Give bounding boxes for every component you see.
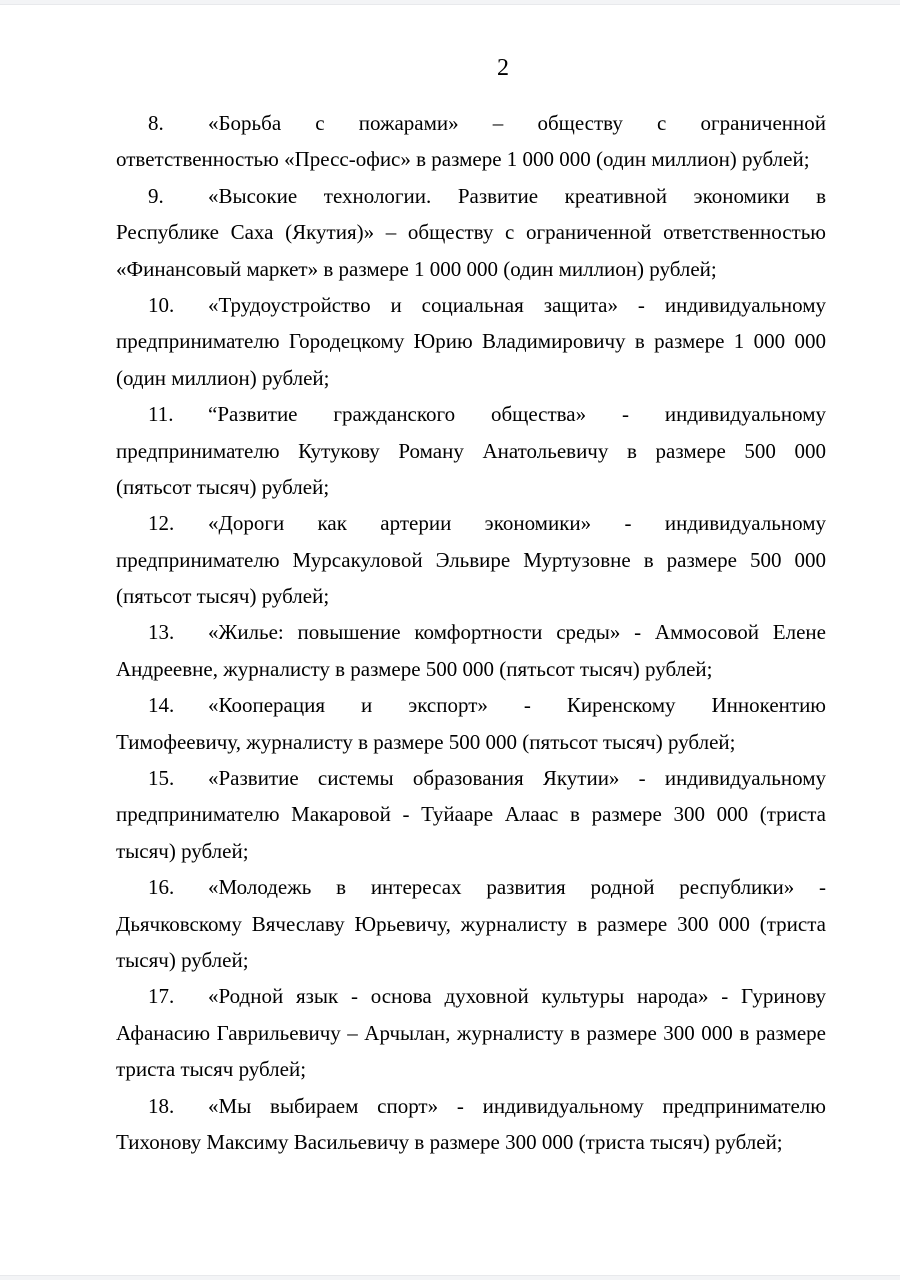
text-line: «Финансовый маркет» в размере 1 000 000 (один миллион) рублей; (116, 256, 717, 281)
list-item-number-text: 16. (148, 875, 175, 900)
list-item-number (116, 178, 208, 214)
list-item-number (116, 869, 208, 905)
text-line: триста тысяч рублей; (116, 1057, 307, 1082)
list-item-number (116, 396, 208, 432)
list-item-first-line-text: «Родной язык - основа духовной культуры народа» - Гуринову (208, 984, 826, 1009)
list-item-number-text: 11. (148, 402, 174, 427)
text-line: (пятьсот тысяч) рублей; (116, 474, 330, 499)
text-line: Афанасию Гаврильевичу – Арчылан, журналисту в размере 300 000 в размере (116, 1020, 826, 1045)
list-item-first-line-text: «Дороги как артерии экономики» - индивидуальному (208, 511, 826, 536)
list-item-number (116, 614, 208, 650)
list-item-first-line-text: «Жилье: повышение комфортности среды» - Аммосовой Елене (208, 620, 826, 645)
list-item-number (116, 105, 208, 141)
text-line (116, 614, 826, 650)
list-item-number-text: 17. (148, 984, 175, 1009)
text-line: предпринимателю Макаровой - Туйааре Алаас в размере 300 000 (триста (116, 802, 826, 827)
list-item-number-text: 15. (148, 766, 175, 791)
text-line: тысяч) рублей; (116, 947, 249, 972)
text-line: предпринимателю Кутукову Роману Анатольевичу в размере 500 000 (116, 438, 826, 463)
list-item-number (116, 505, 208, 541)
list-item-first-line-text: «Высокие технологии. Развитие креативной экономики в (208, 183, 826, 208)
text-line (116, 505, 826, 541)
text-line (116, 105, 826, 141)
text-line: Тихонову Максиму Васильевичу в размере 300 000 (триста тысяч) рублей; (116, 1129, 783, 1154)
list-item-number-text: 10. (148, 292, 175, 317)
text-line: Республике Саха (Якутия)» – обществу с ограниченной ответственностью (116, 220, 826, 245)
text-line: Андреевне, журналисту в размере 500 000 (пятьсот тысяч) рублей; (116, 656, 713, 681)
document-body (116, 105, 826, 1160)
page-number: 2 (497, 55, 509, 81)
text-line: тысяч) рублей; (116, 838, 249, 863)
text-line (116, 287, 826, 323)
list-item-number (116, 687, 208, 723)
text-line: предпринимателю Мурсакуловой Эльвире Муртузовне в размере 500 000 (116, 547, 826, 572)
list-item-number-text: 12. (148, 511, 175, 536)
list-item-number (116, 760, 208, 796)
text-line (116, 178, 826, 214)
list-item-first-line-text: «Развитие системы образования Якутии» - индивидуальному (208, 766, 826, 791)
list-item-number (116, 1088, 208, 1124)
list-item-number-text: 18. (148, 1093, 175, 1118)
text-line: (пятьсот тысяч) рублей; (116, 584, 330, 609)
list-item-first-line-text: “Развитие гражданского общества» - индивидуальному (208, 402, 826, 427)
text-line (116, 760, 826, 796)
text-line: предпринимателю Городецкому Юрию Владимировичу в размере 1 000 000 (116, 329, 826, 354)
text-line (116, 687, 826, 723)
text-line: Тимофеевичу, журналисту в размере 500 000 (пятьсот тысяч) рублей; (116, 729, 736, 754)
text-line (116, 1088, 826, 1124)
list-item-number (116, 287, 208, 323)
text-line (116, 978, 826, 1014)
list-item-first-line-text: «Молодежь в интересах развития родной республики» - (208, 875, 826, 900)
list-item-number-text: 14. (148, 693, 175, 718)
list-item-first-line-text: «Трудоустройство и социальная защита» - индивидуальному (208, 292, 826, 317)
list-item-number-text: 9. (148, 183, 164, 208)
list-item-number (116, 978, 208, 1014)
list-item-number-text: 13. (148, 620, 175, 645)
bottom-edge-divider (0, 1275, 900, 1280)
text-line (116, 869, 826, 905)
list-item-first-line-text: «Борьба с пожарами» – обществу с ограниченной (208, 111, 826, 135)
text-line: (один миллион) рублей; (116, 365, 330, 390)
list-item-number-text: 8. (148, 111, 164, 135)
text-line (116, 396, 826, 432)
text-line: Дьячковскому Вячеславу Юрьевичу, журналисту в размере 300 000 (триста (116, 911, 826, 936)
top-edge-divider (0, 0, 900, 5)
text-line: ответственностью «Пресс-офис» в размере 1 000 000 (один миллион) рублей; (116, 147, 810, 172)
list-item-first-line-text: «Кооперация и экспорт» - Киренскому Иннокентию (208, 693, 826, 718)
list-item-first-line-text: «Мы выбираем спорт» - индивидуальному предпринимателю (208, 1093, 826, 1118)
